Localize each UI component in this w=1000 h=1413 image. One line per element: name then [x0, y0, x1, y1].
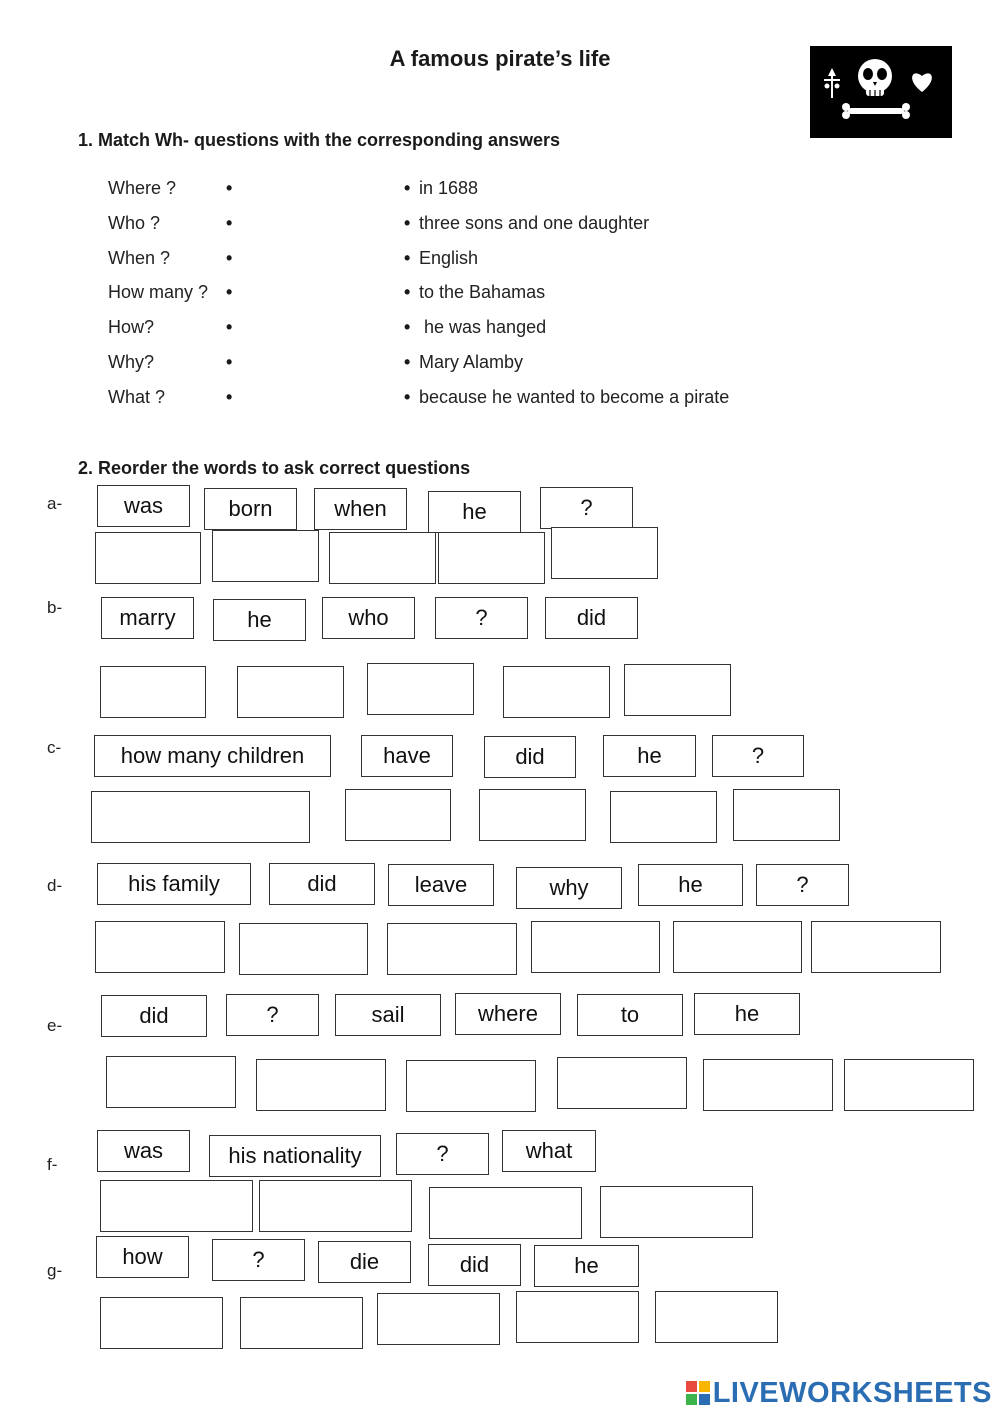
match-right-dot[interactable]: •: [404, 212, 411, 233]
answer-slot[interactable]: [673, 921, 802, 973]
answer-slot[interactable]: [95, 532, 201, 584]
word-chip[interactable]: ?: [226, 994, 319, 1036]
word-chip[interactable]: how: [96, 1236, 189, 1278]
match-question: Why?: [108, 352, 155, 372]
match-right-dot[interactable]: •: [404, 317, 411, 338]
match-left-dot[interactable]: •: [226, 178, 233, 198]
word-chip[interactable]: born: [204, 488, 297, 530]
row-label: f-: [47, 1155, 58, 1174]
answer-slot[interactable]: [377, 1293, 500, 1345]
match-left-dot[interactable]: •: [226, 212, 233, 233]
answer-slot[interactable]: [100, 1180, 253, 1232]
match-left-dot[interactable]: •: [226, 247, 233, 268]
page-title: A famous pirate’s life: [389, 46, 611, 71]
word-chip[interactable]: did: [545, 597, 638, 639]
answer-slot[interactable]: [557, 1057, 687, 1109]
match-question: What ?: [108, 386, 166, 407]
answer-slot[interactable]: [438, 532, 545, 584]
word-chip[interactable]: ?: [212, 1239, 305, 1281]
answer-slot[interactable]: [259, 1180, 412, 1232]
answer-slot[interactable]: [733, 789, 840, 841]
answer-slot[interactable]: [91, 791, 310, 843]
word-chip[interactable]: ?: [435, 597, 528, 639]
row-label: d-: [47, 876, 63, 895]
answer-slot[interactable]: [212, 530, 319, 582]
match-question: How many ?: [108, 282, 209, 303]
word-chip[interactable]: he: [694, 993, 800, 1035]
answer-slot[interactable]: [551, 527, 658, 579]
word-chip[interactable]: he: [638, 864, 743, 906]
word-chip[interactable]: what: [502, 1130, 596, 1172]
match-question: When ?: [108, 247, 171, 268]
match-answer: to the Bahamas: [419, 282, 546, 303]
word-chip[interactable]: did: [101, 995, 207, 1037]
match-left-dot[interactable]: •: [226, 386, 233, 407]
answer-slot[interactable]: [95, 921, 225, 973]
answer-slot[interactable]: [479, 789, 586, 841]
word-chip[interactable]: did: [269, 863, 375, 905]
match-answer: three sons and one daughter: [419, 212, 650, 233]
answer-slot[interactable]: [844, 1059, 974, 1111]
word-chip[interactable]: ?: [712, 735, 804, 777]
row-label: e-: [47, 1016, 63, 1035]
word-chip[interactable]: leave: [388, 864, 494, 906]
match-right-dot[interactable]: •: [404, 178, 411, 198]
match-answer: English: [419, 247, 479, 268]
match-question: Who ?: [108, 212, 161, 233]
match-right-dot[interactable]: •: [404, 282, 411, 303]
match-right-dot[interactable]: •: [404, 247, 411, 268]
answer-slot[interactable]: [429, 1187, 582, 1239]
word-chip[interactable]: die: [318, 1241, 411, 1283]
word-chip[interactable]: when: [314, 488, 407, 530]
answer-slot[interactable]: [655, 1291, 778, 1343]
answer-slot[interactable]: [600, 1186, 753, 1238]
row-label: b-: [47, 598, 63, 617]
answer-slot[interactable]: [240, 1297, 363, 1349]
answer-slot[interactable]: [100, 666, 206, 718]
match-left-dot[interactable]: •: [226, 352, 233, 372]
answer-slot[interactable]: [811, 921, 941, 973]
word-chip[interactable]: his family: [97, 863, 251, 905]
word-chip[interactable]: who: [322, 597, 415, 639]
word-chip[interactable]: did: [484, 736, 576, 778]
match-answer: because he wanted to become a pirate: [419, 386, 730, 407]
row-label: a-: [47, 494, 63, 513]
answer-slot[interactable]: [106, 1056, 236, 1108]
answer-slot[interactable]: [610, 791, 717, 843]
answer-slot[interactable]: [256, 1059, 386, 1111]
word-chip[interactable]: he: [534, 1245, 639, 1287]
skull-crossbones-icon: [810, 46, 952, 138]
row-label: c-: [47, 738, 62, 757]
word-chip[interactable]: did: [428, 1244, 521, 1286]
answer-slot[interactable]: [531, 921, 660, 973]
jolly-roger-flag-image: [810, 46, 952, 138]
match-answer: he was hanged: [419, 317, 547, 338]
answer-slot[interactable]: [100, 1297, 223, 1349]
match-right-dot[interactable]: •: [404, 352, 411, 372]
word-chip[interactable]: why: [516, 867, 622, 909]
word-chip[interactable]: how many children: [94, 735, 331, 777]
answer-slot[interactable]: [503, 666, 610, 718]
answer-slot[interactable]: [367, 663, 474, 715]
match-right-dot[interactable]: •: [404, 386, 411, 407]
row-label: g-: [47, 1261, 63, 1280]
answer-slot[interactable]: [703, 1059, 833, 1111]
match-left-dot[interactable]: •: [226, 317, 233, 338]
answer-slot[interactable]: [239, 923, 368, 975]
answer-slot[interactable]: [516, 1291, 639, 1343]
word-chip[interactable]: ?: [540, 487, 633, 529]
answer-slot[interactable]: [345, 789, 451, 841]
word-chip[interactable]: was: [97, 1130, 190, 1172]
match-question: How?: [108, 317, 155, 338]
word-chip[interactable]: he: [213, 599, 306, 641]
section1-heading: 1. Match Wh- questions with the corresponding answers: [78, 130, 561, 150]
answer-slot[interactable]: [329, 532, 436, 584]
answer-slot[interactable]: [387, 923, 517, 975]
answer-slot[interactable]: [237, 666, 344, 718]
match-answer: Mary Alamby: [419, 352, 524, 372]
word-chip[interactable]: was: [97, 485, 190, 527]
logo-text: LIVEWORKSHEETS: [712, 1376, 992, 1409]
logo-blocks-icon: [686, 1381, 710, 1405]
word-chip[interactable]: have: [361, 735, 453, 777]
match-question: Where ?: [108, 178, 177, 198]
liveworksheets-logo: [686, 1376, 992, 1410]
word-chip[interactable]: to: [577, 994, 683, 1036]
answer-slot[interactable]: [624, 664, 731, 716]
word-chip[interactable]: where: [455, 993, 561, 1035]
word-chip[interactable]: sail: [335, 994, 441, 1036]
word-chip[interactable]: he: [603, 735, 696, 777]
word-chip[interactable]: he: [428, 491, 521, 533]
section2-heading: 2. Reorder the words to ask correct questions: [78, 458, 471, 478]
match-left-dot[interactable]: •: [226, 282, 233, 303]
match-answer: in 1688: [419, 178, 479, 198]
word-chip[interactable]: ?: [756, 864, 849, 906]
answer-slot[interactable]: [406, 1060, 536, 1112]
word-chip[interactable]: marry: [101, 597, 194, 639]
word-chip[interactable]: his nationality: [209, 1135, 381, 1177]
word-chip[interactable]: ?: [396, 1133, 489, 1175]
